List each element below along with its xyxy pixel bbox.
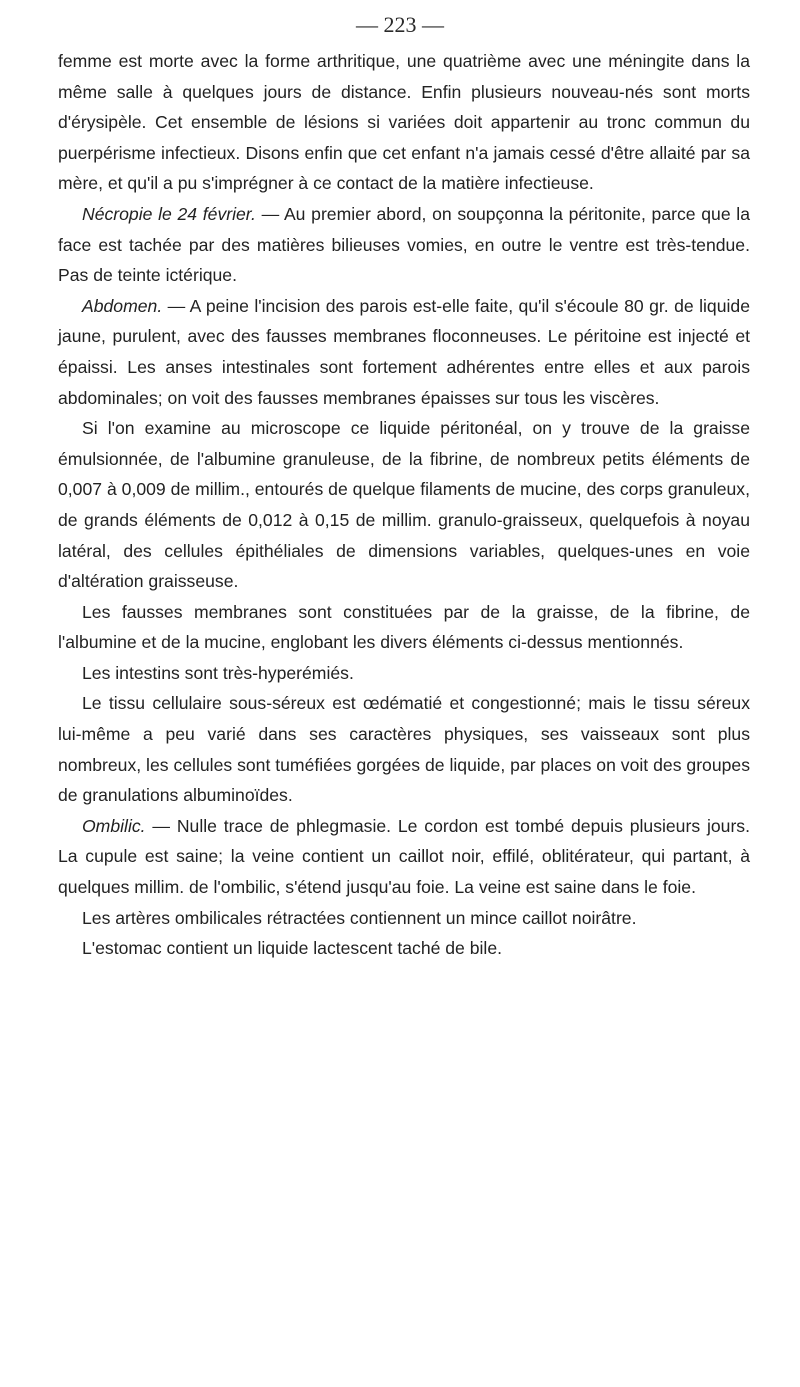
- paragraph-lead: Ombilic.: [82, 815, 146, 836]
- paragraph-tissue: [58, 688, 750, 810]
- body-text: [58, 46, 750, 964]
- paragraph-text: Les intestins sont très-hyperémiés.: [82, 662, 354, 683]
- paragraph-text: — Nulle trace de phlegmasie. Le cordon est tombé depuis plusieurs jours. La cupule est saine; la veine contient un caillot noir, effilé, oblitérateur, qui partant, à quelques millim. de l'ombilic, s'étend jusqu'au foie. La veine est saine dans le foie.: [58, 815, 750, 898]
- paragraph-umbilicus: [58, 811, 750, 903]
- paragraph-text: Si l'on examine au microscope ce liquide péritonéal, on y trouve de la graisse émulsionnée, de l'albumine granuleuse, de la fibrine, de nombreux petits éléments de 0,007 à 0,009 de millim., entourés de quelque filaments de mucine, des corps granuleux, de grands éléments de 0,012 à 0,15 de millim. granulo-graisseux, quelquefois à noyau latéral, des cellules épithéliales de dimensions variables, quelques-unes en voie d'altération graisseuse.: [58, 418, 750, 592]
- paragraph-lead: Abdomen.: [82, 295, 163, 316]
- paragraph-lead: Nécropie le 24 février.: [82, 203, 256, 224]
- paragraph-text: femme est morte avec la forme arthritique, une quatrième avec une méningite dans la même salle à quelques jours de distance. Enfin plusieurs nouveau-nés sont morts d'érysipèle. Cet ensemble de lésions si variées doit appartenir au tronc commun du puerpérisme infectieux. Disons enfin que cet enfant n'a jamais cessé d'être allaité par sa mère, et qu'il a pu s'imprégner à ce contact de la matière infectieuse.: [58, 51, 750, 194]
- paragraph-text: Le tissu cellulaire sous-séreux est œdématié et congestionné; mais le tissu séreux lui-même a peu varié dans ses caractères physiques, ses vaisseaux sont plus nombreux, les cellules sont tuméfiées gorgées de liquide, par places on voit des groupes de granulations albuminoïdes.: [58, 693, 750, 806]
- paragraph-text: Les fausses membranes sont constituées par de la graisse, de la fibrine, de l'albumine et de la mucine, englobant les divers éléments ci-dessus mentionnés.: [58, 601, 750, 653]
- paragraph-abdomen: [58, 291, 750, 413]
- paragraph-stomach: [58, 933, 750, 964]
- paragraph-text: — A peine l'incision des parois est-elle faite, qu'il s'écoule 80 gr. de liquide jaune, purulent, avec des fausses membranes floconneuses. Le péritoine est injecté et épaissi. Les anses intestinales sont fortement adhérentes entre elles et aux parois abdominales; on voit des fausses membranes épaisses sur tous les viscères.: [58, 295, 750, 408]
- paragraph-arteries: [58, 903, 750, 934]
- paragraph-text: — Au premier abord, on soupçonna la péritonite, parce que la face est tachée par des matières bilieuses vomies, en outre le ventre est très-tendue. Pas de teinte ictérique.: [58, 203, 751, 286]
- paragraph-text: L'estomac contient un liquide lactescent taché de bile.: [82, 938, 503, 959]
- page-number: — 223 —: [356, 12, 444, 37]
- paragraph-continuation: [58, 46, 750, 199]
- paragraph-intestines: [58, 658, 750, 689]
- paragraph-microscope: [58, 413, 750, 597]
- paragraph-text: Les artères ombilicales rétractées contiennent un mince caillot noirâtre.: [82, 907, 637, 928]
- paragraph-necropsy: [58, 199, 750, 291]
- paragraph-false-membranes: [58, 597, 750, 658]
